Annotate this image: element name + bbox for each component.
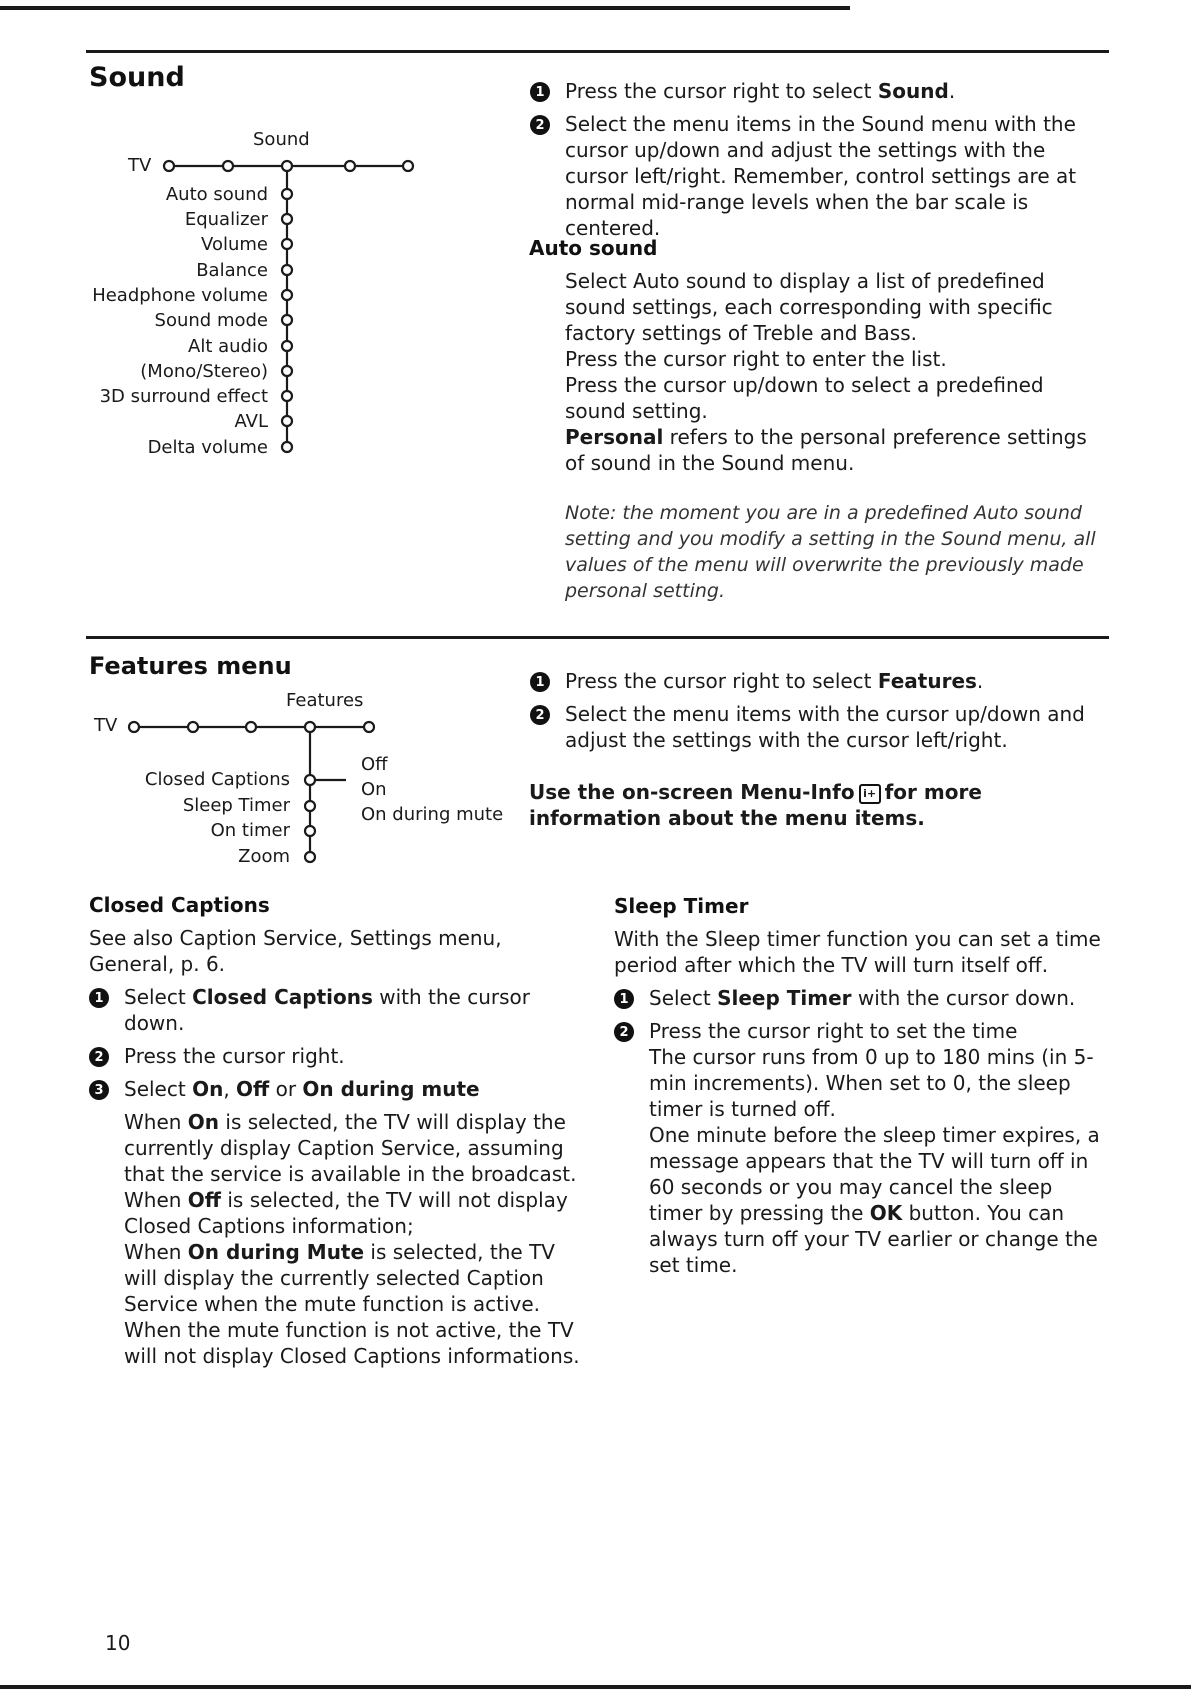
sound-diagram-sound-label: Sound: [253, 129, 310, 150]
sound-menu-item-auto-sound: Auto sound: [165, 184, 268, 205]
sound-diagram-tv-label: TV: [128, 155, 152, 176]
step-number-1-icon: 1: [614, 989, 634, 1009]
sleep-timer-section: [614, 926, 1110, 1278]
features-step-1: 1 Press the cursor right to select Features.: [530, 668, 1110, 694]
features-diagram-features-label: Features: [286, 690, 364, 711]
menu-info-icon: i+: [859, 784, 881, 804]
closed-captions-section: [89, 925, 589, 1369]
closed-captions-step-3: 3 Select On, Off or On during mute: [89, 1076, 589, 1102]
sound-menu-item-sound-mode: Sound mode: [154, 310, 268, 331]
auto-sound-heading: Auto sound: [529, 236, 658, 260]
step-number-3-icon: 3: [89, 1080, 109, 1100]
auto-sound-note: Note: the moment you are in a predefined Auto sound setting and you modify a setting in the Sound menu, all values of the menu will overwrite the previously made personal setting.: [565, 502, 1096, 602]
closed-captions-intro: See also Caption Service, Settings menu, General, p. 6.: [89, 926, 502, 976]
sound-menu-item-alt-audio: Alt audio: [188, 336, 268, 357]
page-number: 10: [105, 1631, 131, 1655]
auto-sound-body: Select Auto sound to display a list of predefined sound settings, each corresponding with specific factory settings of Treble and Bass. Press the cursor right to enter the list. Press the cursor up/down to select a predefined sound setting. Personal refers to the personal preference settings of sound in the Sound menu.: [565, 269, 1087, 475]
sleep-timer-intro: With the Sleep timer function you can set a time period after which the TV will turn itself off.: [614, 927, 1101, 977]
step-number-2-icon: 2: [89, 1047, 109, 1067]
sound-step-1: 1 Press the cursor right to select Sound.: [530, 78, 1110, 104]
features-option-on-during-mute: On during mute: [361, 804, 504, 825]
features-menu-item-zoom: Zoom: [238, 846, 290, 867]
features-option-on: On: [361, 779, 387, 800]
closed-captions-step-1: 1 Select Closed Captions with the cursor down.: [89, 984, 589, 1036]
features-menu-item-on-timer: On timer: [210, 820, 290, 841]
sound-menu-item-headphone-volume: Headphone volume: [92, 285, 268, 306]
sleep-timer-heading: Sleep Timer: [614, 894, 749, 918]
sound-menu-item-mono-stereo: (Mono/Stereo): [140, 361, 268, 382]
features-diagram-tv-label: TV: [94, 715, 118, 736]
sound-title: Sound: [89, 62, 185, 93]
sound-menu-item-avl: AVL: [234, 411, 268, 432]
sleep-timer-step-2: 2 Press the cursor right to set the time The cursor runs from 0 up to 180 mins (in 5-min increments). When set to 0, the sleep timer is turned off. One minute before the sleep timer expires, a message appears that the TV will turn off in 60 seconds or you may cancel the sleep timer by pressing the OK button. You can always turn off your TV earlier or change the set time.: [614, 1018, 1110, 1278]
features-option-off: Off: [361, 754, 388, 775]
step-number-1-icon: 1: [530, 82, 550, 102]
step-number-2-icon: 2: [530, 115, 550, 135]
sound-menu-item-equalizer: Equalizer: [184, 209, 268, 230]
closed-captions-details: When On is selected, the TV will display the currently display Caption Service, assuming that the service is available in the broadcast. When Off is selected, the TV will not display Closed Captions information; When On during Mute is selected, the TV will display the currently selected Caption Service when the mute function is active. When the mute function is not active, the TV will not display Closed Captions informations.: [124, 1110, 580, 1368]
step-number-2-icon: 2: [614, 1022, 634, 1042]
closed-captions-heading: Closed Captions: [89, 893, 270, 917]
sound-menu-item-3d-surround: 3D surround effect: [99, 386, 268, 407]
sleep-timer-step-1: 1 Select Sleep Timer with the cursor down.: [614, 985, 1110, 1011]
features-menu-item-sleep-timer: Sleep Timer: [182, 795, 290, 816]
menu-info-hint: Use the on-screen Menu-Info i+ for more information about the menu items.: [529, 780, 982, 830]
sound-step-2: 2 Select the menu items in the Sound menu with the cursor up/down and adjust the settings with the cursor left/right. Remember, control settings are at normal mid-range levels when the bar scale is centered.: [530, 111, 1110, 241]
features-title: Features menu: [89, 652, 292, 680]
step-number-1-icon: 1: [89, 988, 109, 1008]
sound-menu-item-delta-volume: Delta volume: [147, 437, 268, 458]
step-number-2-icon: 2: [530, 705, 550, 725]
sound-menu-item-volume: Volume: [201, 234, 268, 255]
closed-captions-step-2: 2 Press the cursor right.: [89, 1043, 589, 1069]
step-number-1-icon: 1: [530, 672, 550, 692]
sound-menu-item-balance: Balance: [196, 260, 268, 281]
bottom-edge-line: [0, 1685, 1191, 1689]
features-instructions: [530, 668, 1110, 753]
features-menu-item-closed-captions: Closed Captions: [144, 769, 290, 790]
features-step-2: 2 Select the menu items with the cursor up/down and adjust the settings with the cursor left/right.: [530, 701, 1110, 753]
